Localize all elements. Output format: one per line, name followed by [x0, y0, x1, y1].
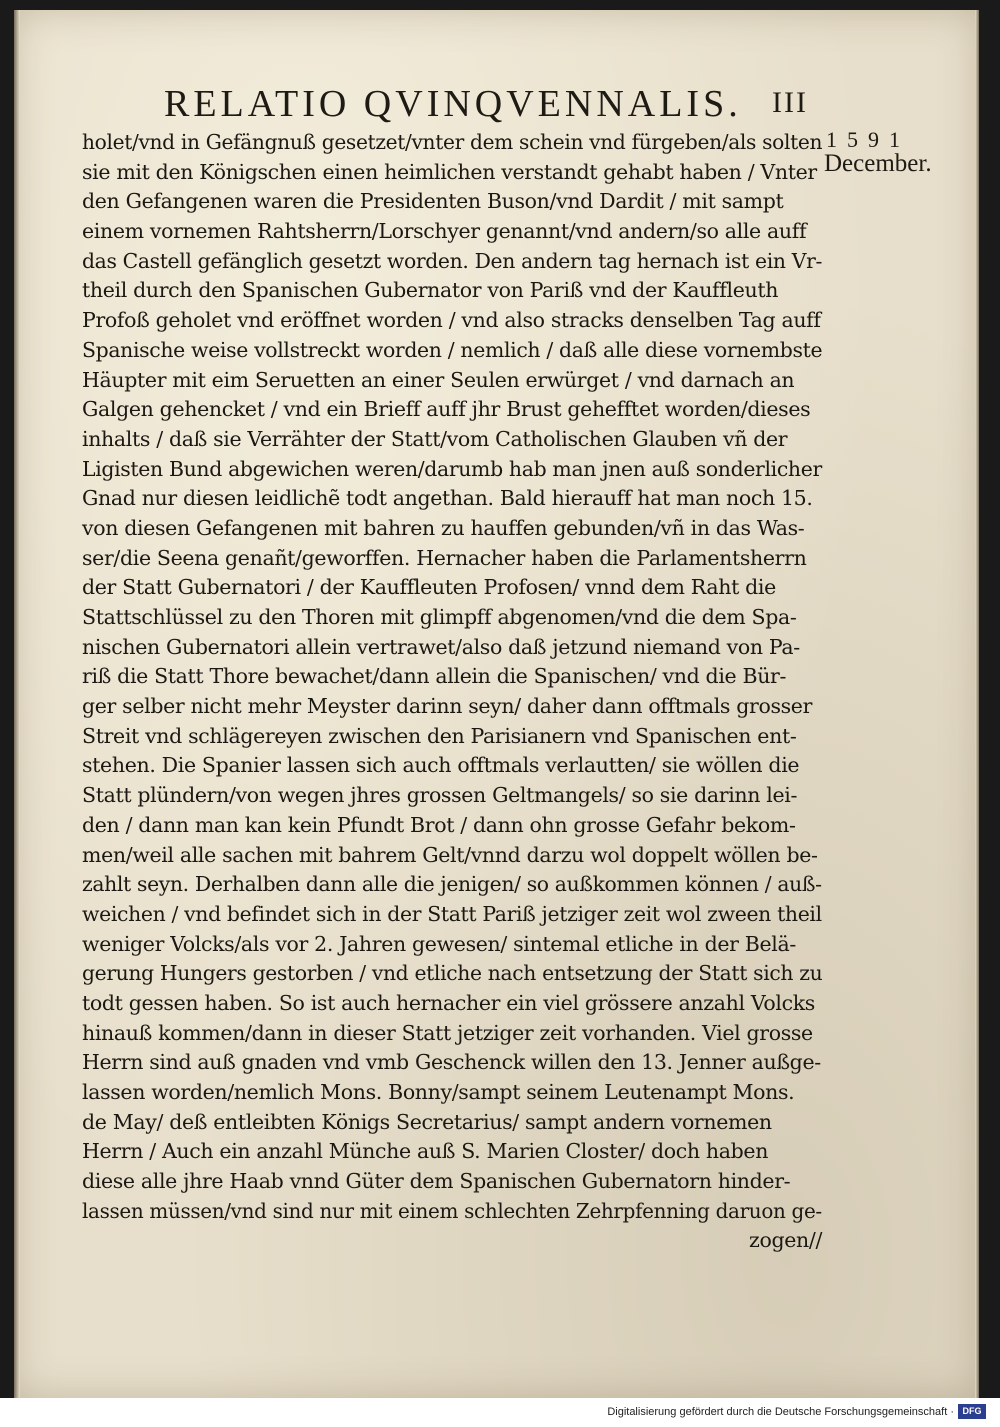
- dfg-logo: DFG: [958, 1404, 986, 1419]
- text-line: weniger Volcks/als vor 2. Jahren gewesen/ sintemal etliche in der Belä-: [82, 931, 796, 956]
- text-line: Herrn sind auß gnaden vnd vmb Geschenck willen den 13. Jenner außge-: [82, 1050, 821, 1075]
- text-line: inhalts / daß sie Verrähter der Statt/vom Catholischen Glauben vñ der: [82, 426, 788, 451]
- text-line: Ligisten Bund abgewichen weren/darumb hab man jnen auß sonderlicher: [82, 456, 822, 481]
- text-line: von diesen Gefangenen mit bahren zu hauffen gebunden/vñ in das Was-: [82, 515, 805, 540]
- book-page: [14, 10, 979, 1398]
- running-title: RELATIO QVINQVENNALIS.: [164, 83, 742, 125]
- text-line: weichen / vnd befindet sich in der Statt Pariß jetziger zeit wol zween theil: [82, 901, 822, 926]
- text-line: theil durch den Spanischen Gubernator von Pariß vnd der Kauffleuth: [82, 278, 779, 303]
- text-line: der Statt Gubernatori / der Kauffleuten Profosen/ vnnd dem Raht die: [82, 575, 776, 600]
- text-line: lassen worden/nemlich Mons. Bonny/sampt seinem Leutenampt Mons.: [82, 1080, 795, 1104]
- text-line: diese alle jhre Haab vnnd Güter dem Spanischen Gubernatorn hinder-: [82, 1169, 791, 1194]
- marginal-month: December.: [824, 150, 932, 178]
- text-line: stehen. Die Spanier lassen sich auch offtmals verlautten/ sie wöllen die: [82, 753, 800, 778]
- text-line: zahlt seyn. Derhalben dann alle die jenigen/ so außkommen können / auß-: [82, 872, 822, 897]
- text-line: de May/ deß entleibten Königs Secretarius/ sampt andern vornemen: [82, 1109, 772, 1134]
- text-line: Häupter mit eim Seruetten an einer Seulen erwürget / vnd darnach an: [82, 367, 795, 392]
- text-line: sie mit den Königschen einen heimlichen verstandt gehabt haben / Vnter: [82, 159, 817, 184]
- catchword: zogen//: [749, 1228, 822, 1253]
- marginal-note: [824, 128, 974, 177]
- text-line: Galgen gehencket / vnd ein Brieff auff jhr Brust gehefftet worden/dieses: [82, 397, 811, 422]
- page-number: III: [772, 86, 808, 119]
- text-line: holet/vnd in Gefängnuß gesetzet/vnter dem schein vnd fürgeben/als solten: [82, 130, 823, 154]
- text-line: riß die Statt Thore bewachet/dann allein die Spanischen/ vnd die Bür-: [82, 664, 787, 689]
- text-line: den / dann man kan kein Pfundt Brot / dann ohn grosse Gefahr bekom-: [82, 812, 796, 837]
- text-line: Herrn / Auch ein anzahl Münche auß S. Marien Closter/ doch haben: [82, 1139, 769, 1164]
- text-line: nischen Gubernatori allein vertrawet/also daß jetzund niemand von Pa-: [82, 634, 800, 659]
- body-text: [82, 128, 822, 1256]
- text-line: ser/die Seena genañt/geworffen. Hernacher haben die Parlamentsherrn: [82, 545, 807, 570]
- text-line: den Gefangenen waren die Presidenten Buson/vnd Dardit / mit sampt: [82, 189, 784, 214]
- text-line: das Castell gefänglich gesetzt worden. Den andern tag hernach ist ein Vr-: [82, 248, 823, 273]
- text-line: Statt plündern/von wegen jhres grossen Geltmangels/ so sie darinn lei-: [82, 783, 798, 808]
- text-line: ger selber nicht mehr Meyster darinn seyn/ daher dann offtmals grosser: [82, 694, 813, 719]
- text-line: Gnad nur diesen leidlichẽ todt angethan. Bald hierauff hat man noch 15.: [82, 486, 813, 511]
- text-line: men/weil alle sachen mit bahrem Gelt/vnnd darzu wol doppelt wöllen be-: [82, 842, 818, 867]
- text-line: Streit vnd schlägereyen zwischen den Parisianern vnd Spanischen ent-: [82, 723, 797, 748]
- text-line: Stattschlüssel zu den Thoren mit glimpff abgenomen/vnd die dem Spa-: [82, 605, 797, 629]
- digitization-footer: [0, 1398, 1000, 1427]
- text-line: einem vornemen Rahtsherrn/Lorschyer genannt/vnd andern/so alle auff: [82, 219, 807, 244]
- footer-credit: Digitalisierung gefördert durch die Deutsche Forschungsgemeinschaft ·: [607, 1406, 954, 1418]
- text-line: gerung Hungers gestorben / vnd etliche nach entsetzung der Statt sich zu: [82, 961, 823, 986]
- text-line: hinauß kommen/dann in dieser Statt jetziger zeit vorhanden. Viel grosse: [82, 1020, 813, 1045]
- text-line: todt gessen haben. So ist auch hernacher ein viel grössere anzahl Volcks: [82, 990, 815, 1015]
- text-line: Spanische weise vollstreckt worden / nemlich / daß alle diese vornembste: [82, 337, 823, 362]
- text-line: Profoß geholet vnd eröffnet worden / vnd also stracks denselben Tag auff: [82, 308, 821, 333]
- marginal-year: 1591: [826, 127, 910, 152]
- text-line: lassen müssen/vnd sind nur mit einem schlechten Zehrpfenning daruon ge-: [82, 1198, 822, 1223]
